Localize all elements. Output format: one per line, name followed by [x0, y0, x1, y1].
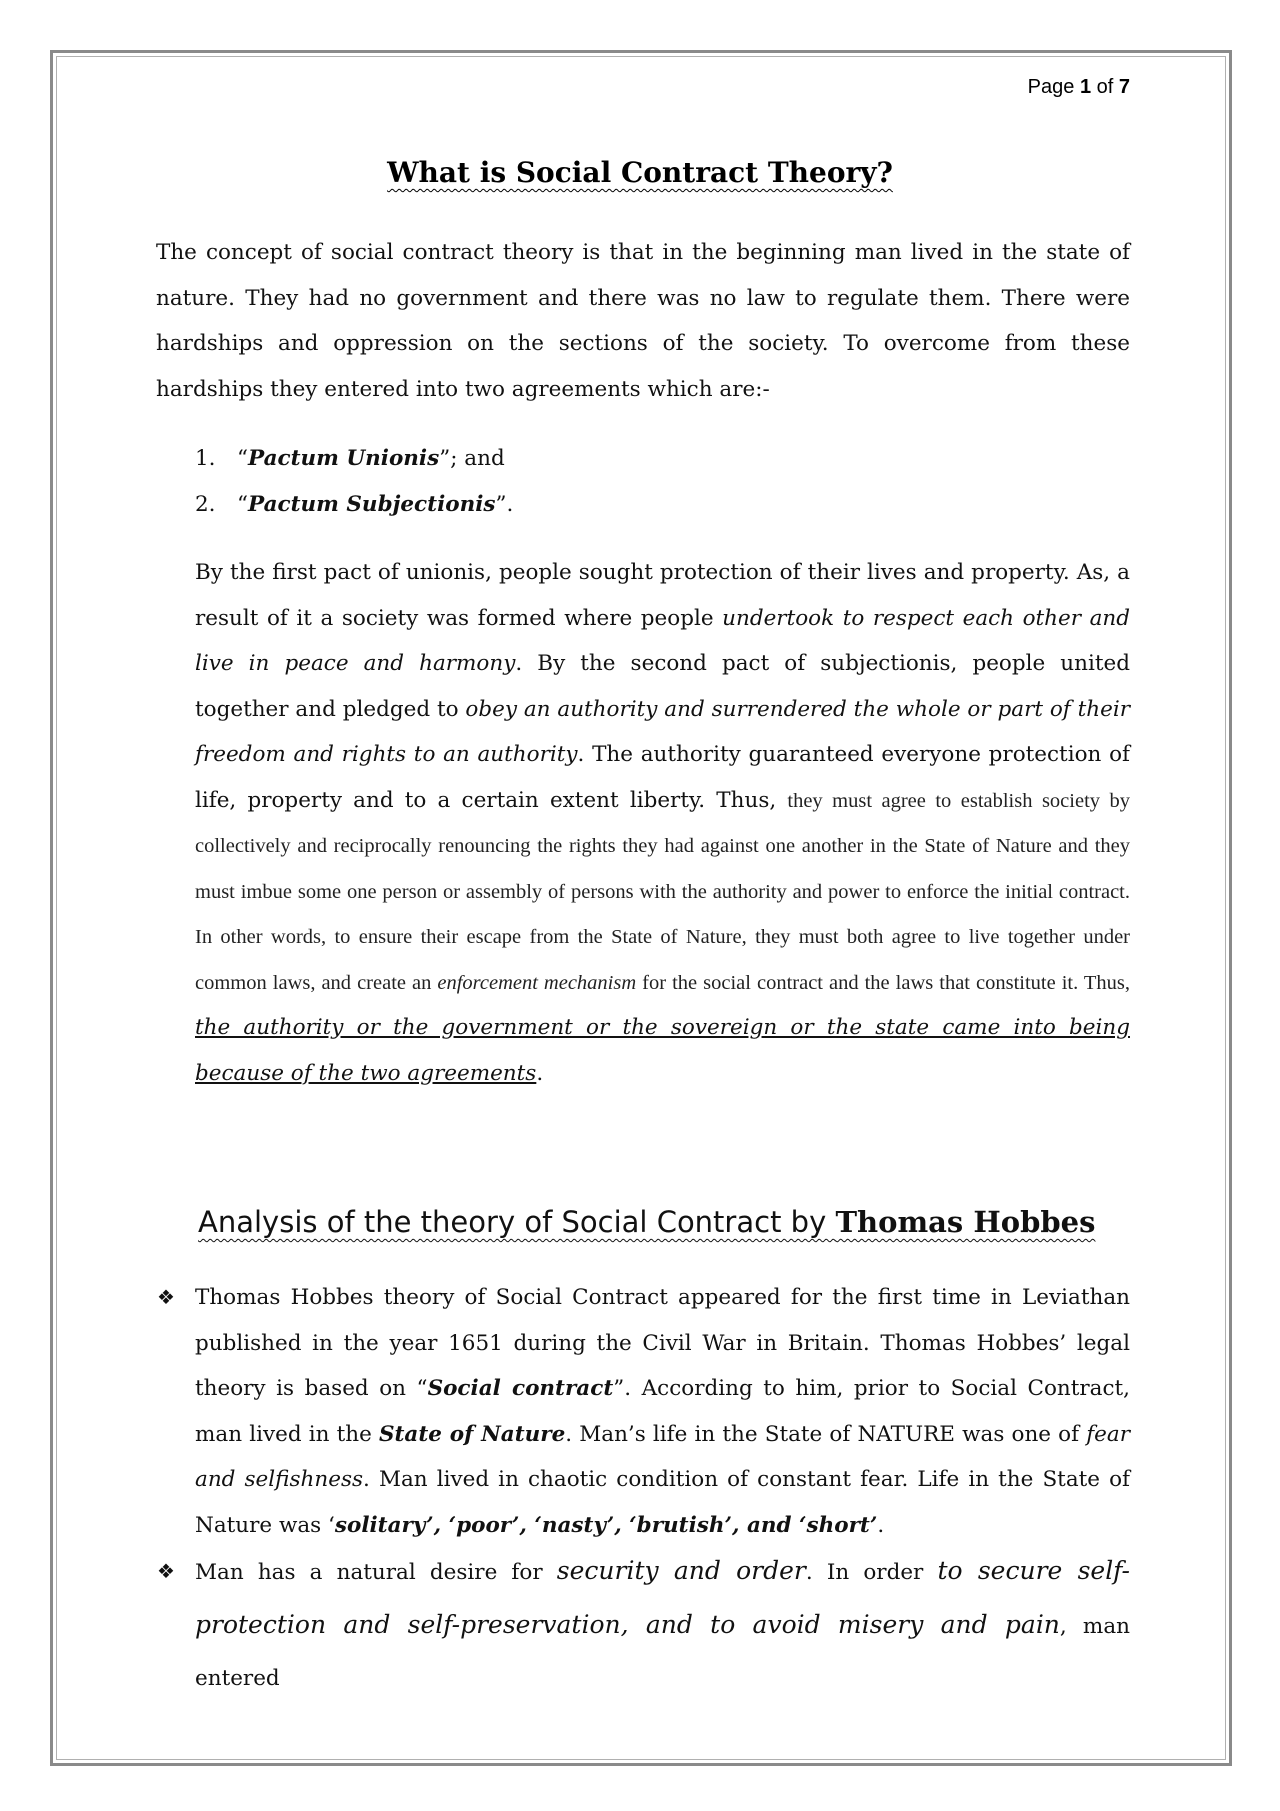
pacts-paragraph: By the first pact of unionis, people sought protection of their lives and property. As, a result of it a society was formed where people undertook to respect each other and live in peace and harmony. By the second pact of subjectionis, people united together and pledged to obey an authority and surrendered the whole or part of their freedom and rights to an authority. The authority guaranteed everyone protection of life, property and to a certain extent liberty. Thus, they must agree to establish society by collectively and reciprocally renouncing the rights they had against one another in the State of Nature and they must imbue some one person or assembly of persons with the authority and power to enforce the initial contract. In other words, to ensure their escape from the State of Nature, they must both agree to live together under common laws, and create an enforcement mechanism for the social contract and the laws that constitute it. Thus, the authority or the government or the sovereign or the state came into being because of the two agreements. — [195, 560, 1131, 1086]
document-title: What is Social Contract Theory? — [387, 156, 893, 189]
list-item: 1. “Pactum Unionis”; and — [195, 446, 505, 471]
page-number: Page 1 of 7 — [1027, 76, 1130, 98]
diamond-bullet-icon: ❖ — [157, 1285, 175, 1309]
agreements-list — [195, 436, 513, 528]
list-item: 2. “Pactum Subjectionis”. — [195, 492, 514, 517]
section-heading: Analysis of the theory of Social Contract by Thomas Hobbes — [198, 1205, 1096, 1239]
bullet-item: ❖ Man has a natural desire for security and order. In order to secure self-protection and self-preservation, and to avoid misery and pain, man entered — [195, 1545, 1130, 1705]
bullet-item: ❖ Thomas Hobbes theory of Social Contract appeared for the first time in Leviathan published in the year 1651 during the Civil War in Britain. Thomas Hobbes’ legal theory is based on “Social contract”. According to him, prior to Social Contract, man lived in the State of Nature. Man’s life in the State of NATURE was one of fear and selfishness. Man lived in chaotic condition of constant fear. Life in the State of Nature was ‘solitary’, ‘poor’, ‘nasty’, ‘brutish’, and ‘short’. — [195, 1275, 1130, 1548]
intro-paragraph: The concept of social contract theory is that in the beginning man lived in the state of nature. They had no government and there was no law to regulate them. There were hardships and oppression on the sections of the society. To overcome from these hardships they entered into two agreements which are:- — [156, 240, 1130, 402]
diamond-bullet-icon: ❖ — [157, 1559, 175, 1583]
